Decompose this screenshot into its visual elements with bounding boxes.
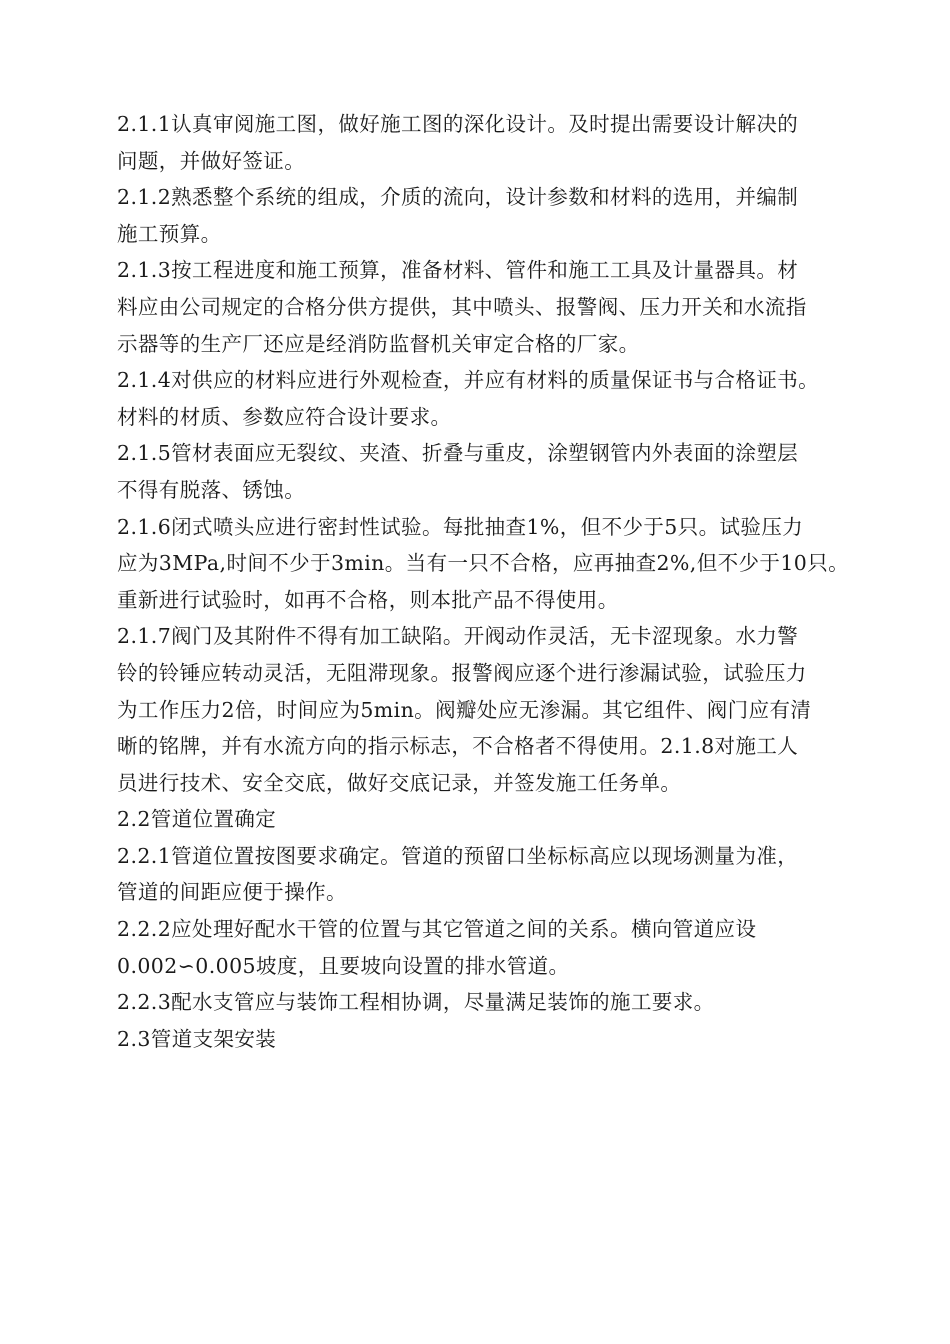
text-line: 管道的间距应便于操作。	[117, 880, 347, 905]
text-line: 2.1.5管材表面应无裂纹、夹渣、折叠与重皮，涂塑钢管内外表面的涂塑层	[117, 441, 799, 466]
text-line: 示器等的生产厂还应是经消防监督机关审定合格的厂家。	[117, 331, 640, 356]
text-line: 重新进行试验时，如再不合格，则本批产品不得使用。	[117, 587, 619, 612]
text-line: 2.2.2应处理好配水干管的位置与其它管道之间的关系。横向管道应设	[117, 917, 757, 942]
text-line: 2.1.1认真审阅施工图，做好施工图的深化设计。及时提出需要设计解决的	[117, 112, 799, 136]
text-line: 2.1.6闭式喷头应进行密封性试验。每批抽查1%，但不少于5只。试验压力	[117, 514, 804, 539]
text-line: 2.1.3按工程进度和施工预算，准备材料、管件和施工工具及计量器具。材	[117, 258, 799, 283]
text-line: 料应由公司规定的合格分供方提供，其中喷头、报警阀、压力开关和水流指	[117, 294, 807, 319]
text-line: 2.2.3配水支管应与装饰工程相协调，尽量满足装饰的施工要求。	[117, 990, 715, 1015]
text-line: 0.002∽0.005坡度，且要坡向设置的排水管道。	[117, 953, 570, 978]
text-line: 应为3MPa,时间不少于3min。当有一只不合格，应再抽查2%,但不少于10只。	[117, 551, 850, 576]
document-body	[117, 106, 862, 1057]
text-line: 问题，并做好签证。	[117, 148, 306, 173]
text-line: 为工作压力2倍，时间应为5min。阀瓣处应无渗漏。其它组件、阀门应有清	[117, 697, 812, 722]
section-heading: 2.3管道支架安装	[117, 1026, 277, 1051]
text-line: 2.1.7阀门及其附件不得有加工缺陷。开阀动作灵活，无卡涩现象。水力警	[117, 624, 799, 649]
text-line: 材料的材质、参数应符合设计要求。	[117, 404, 452, 429]
text-line: 2.1.2熟悉整个系统的组成，介质的流向，设计参数和材料的选用，并编制	[117, 185, 799, 210]
text-line: 不得有脱落、锈蚀。	[117, 477, 306, 502]
text-line: 施工预算。	[117, 221, 222, 246]
text-line: 员进行技术、安全交底，做好交底记录，并签发施工任务单。	[117, 770, 682, 795]
text-line: 铃的铃锤应转动灵活，无阻滞现象。报警阀应逐个进行渗漏试验，试验压力	[117, 660, 807, 685]
text-line: 2.2.1管道位置按图要求确定。管道的预留口坐标标高应以现场测量为准，	[117, 843, 799, 868]
section-heading: 2.2管道位置确定	[117, 807, 277, 832]
text-line: 晰的铭牌，并有水流方向的指示标志，不合格者不得使用。2.1.8对施工人	[117, 734, 799, 759]
text-line: 2.1.4对供应的材料应进行外观检查，并应有材料的质量保证书与合格证书。	[117, 368, 820, 393]
